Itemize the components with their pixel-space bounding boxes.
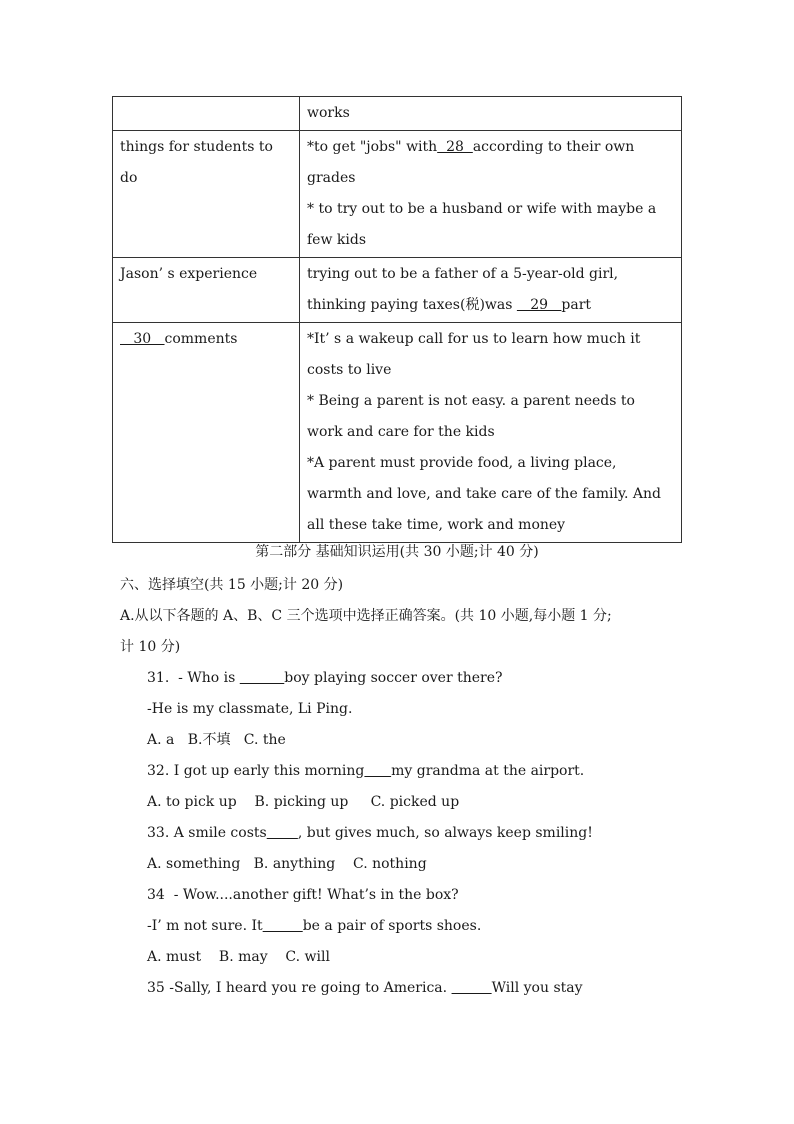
question-32-options: A. to pick up B. picking up C. picked up [147,794,460,810]
answer-blank-32[interactable] [364,763,391,779]
table-cell: things for students to do [113,131,300,258]
table-cell [300,323,682,543]
info-table [112,96,682,543]
part2-title: 第二部分 基础知识运用(共 30 小题;计 40 分) [255,544,539,560]
cell-text: part [561,297,592,313]
table-row [113,131,682,258]
question-31-stem [120,663,685,694]
table-cell: Jason’ s experience [113,258,300,323]
cell-text: comments [164,331,238,347]
cell-text: according to their own grades [307,139,635,186]
question-33-stem [120,818,685,849]
cell-text: *to get "jobs" with [307,139,438,155]
cell-line: *It’ s a wakeup call for us to learn how much it costs to live [307,331,641,378]
table-cell [300,131,682,258]
cell-text: trying out to be a father of a 5-year-old girl, thinking paying taxes(税)was [307,266,619,313]
stem-text: boy playing soccer over there? [284,670,503,686]
answer-blank-34[interactable] [263,918,303,934]
stem-text: my grandma at the airport. [391,763,585,779]
answer-blank-30[interactable]: 30 [120,331,165,347]
question-section [120,570,685,1004]
table-cell: works [300,97,682,131]
question-34-reply [120,911,685,942]
answer-blank-29[interactable]: 29 [516,297,562,313]
question-34-stem: 34 - Wow....another gift! What’s in the box? [147,887,459,903]
stem-text: , but gives much, so always keep smiling! [297,825,593,841]
sectionA-instruction-cont: 计 10 分) [120,639,181,655]
stem-text: 33. A smile costs [147,825,267,841]
stem-text: Will you stay [491,980,583,996]
stem-text: -I’ m not sure. It [147,918,263,934]
answer-blank-33[interactable] [267,825,298,841]
section6-title: 六、选择填空(共 15 小题;计 20 分) [120,577,344,593]
answer-blank-31[interactable] [240,670,285,686]
cell-line: *A parent must provide food, a living place, warmth and love, and take care of the family. And all these take time, work and money [307,455,661,533]
cell-line: * to try out to be a husband or wife with maybe a few kids [307,201,657,248]
stem-text: 31. - Who is [147,670,240,686]
question-34-options: A. must B. may C. will [147,949,330,965]
table-row [113,258,682,323]
cell-line: * Being a parent is not easy. a parent needs to work and care for the kids [307,393,635,440]
question-35-stem [120,973,685,1004]
stem-text: 35 -Sally, I heard you re going to America. [147,980,452,996]
question-31-options: A. a B.不填 C. the [147,732,286,748]
sectionA-instruction: A.从以下各题的 A、B、C 三个选项中选择正确答案。(共 10 小题,每小题 1 分; [120,608,612,624]
table-cell [113,97,300,131]
question-33-options: A. something B. anything C. nothing [147,856,427,872]
answer-blank-35[interactable] [452,980,492,996]
question-32-stem [120,756,685,787]
stem-text: 32. I got up early this morning [147,763,365,779]
table-cell [113,323,300,543]
answer-blank-28[interactable]: 28 [437,139,473,155]
table-row [113,323,682,543]
cell-line [307,132,674,194]
question-31-reply: -He is my classmate, Li Ping. [147,701,353,717]
table-cell [300,258,682,323]
table-row [113,97,682,131]
stem-text: be a pair of sports shoes. [302,918,482,934]
